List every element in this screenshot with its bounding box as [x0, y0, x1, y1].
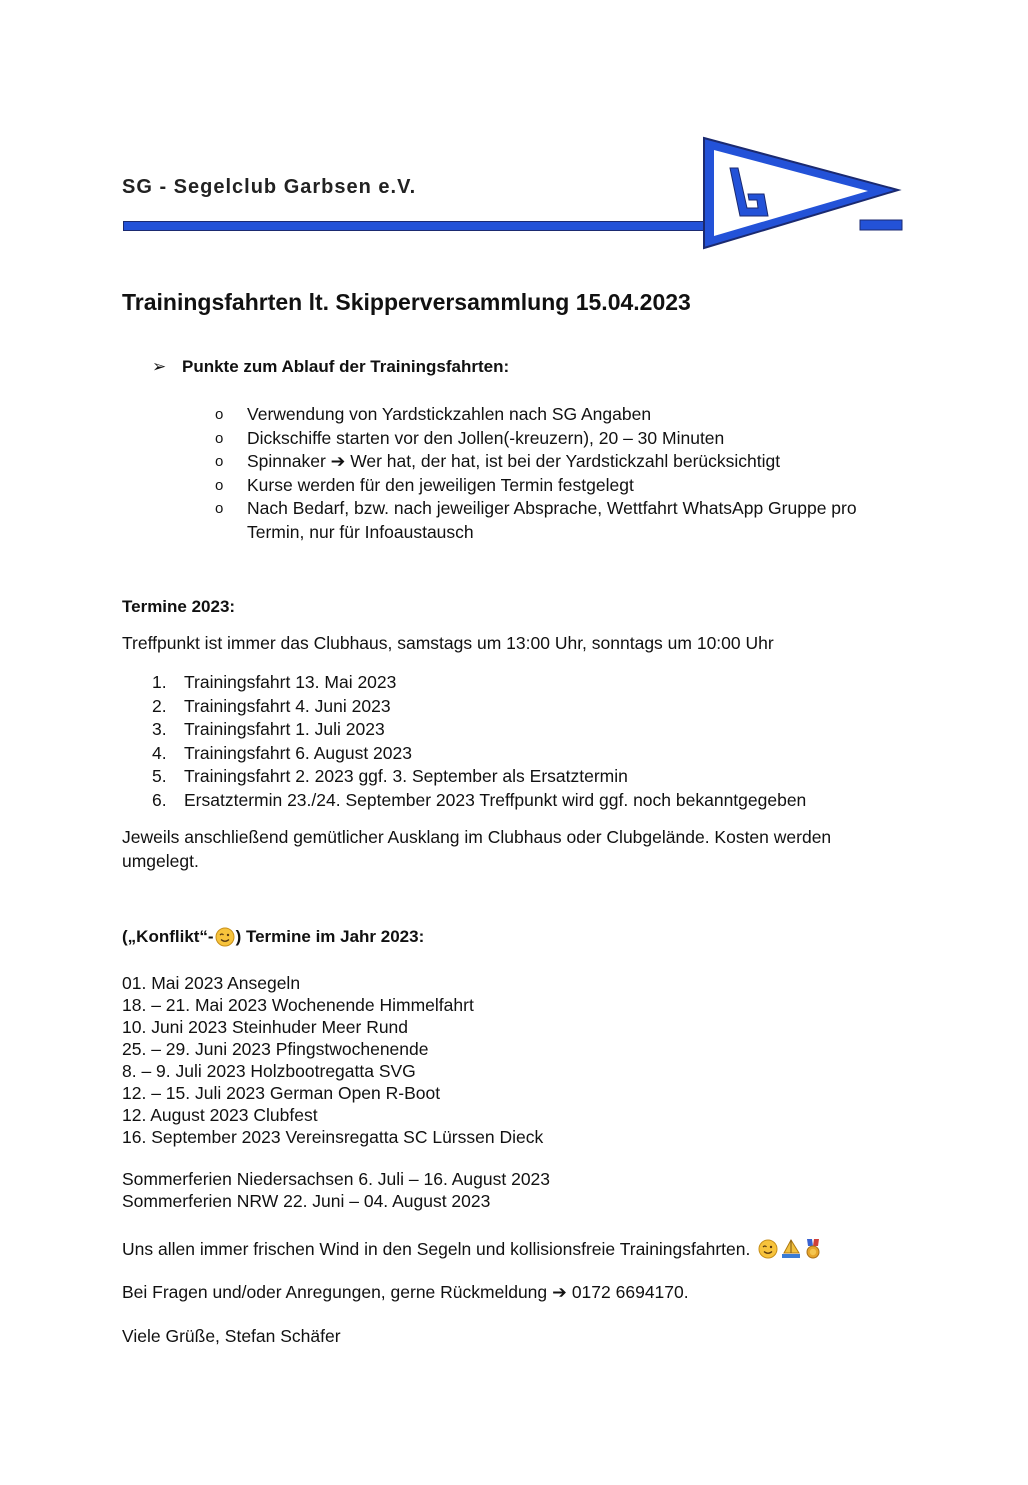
list-item: 16. September 2023 Vereinsregatta SC Lürssen Dieck [122, 1127, 544, 1147]
contact-text: Bei Fragen und/oder Anregungen, gerne Rückmeldung ➔ 0172 6694170. [122, 1282, 689, 1302]
club-name: SG - Segelclub Garbsen e.V. [122, 176, 417, 198]
list-item: o Spinnaker ➔ Wer hat, der hat, ist bei der Yardstickzahl berücksichtigt [215, 450, 915, 474]
list-item: 18. – 21. Mai 2023 Wochenende Himmelfahrt [122, 995, 474, 1015]
list-item: 3. Trainingsfahrt 1. Juli 2023 [152, 719, 385, 739]
list-item: 10. Juni 2023 Steinhuder Meer Rund [122, 1017, 409, 1037]
list-item: Sommerferien Niedersachsen 6. Juli – 16. August 2023 [122, 1169, 551, 1189]
list-item: 25. – 29. Juni 2023 Pfingstwochenende [122, 1039, 429, 1059]
arrow-bullet-icon: ➢ [152, 357, 167, 376]
circle-bullet-icon: o [215, 453, 224, 470]
section-heading-text: Punkte zum Ablauf der Trainingsfahrten: [182, 357, 510, 376]
circle-bullet-icon: o [215, 500, 224, 517]
section-heading-ablauf [152, 357, 509, 377]
header-rule [123, 221, 709, 231]
header-rule-end [860, 220, 902, 230]
club-pennant-logo [700, 134, 905, 252]
konflikt-heading: („Konflikt“- ) Termine im Jahr 2023: [122, 927, 425, 946]
termine-closing-text: Jeweils anschließend gemütlicher Ausklang im Clubhaus oder Clubgelände. Kosten werden umgelegt. [122, 827, 832, 871]
wish-text: Uns allen immer frischen Wind in den Segeln und kollisionsfreie Trainingsfahrten. [122, 1238, 822, 1260]
wink-emoji-icon [215, 927, 235, 947]
greeting-text: Viele Grüße, Stefan Schäfer [122, 1326, 341, 1346]
list-item: o Nach Bedarf, bzw. nach jeweiliger Absprache, Wettfahrt WhatsApp Gruppe pro Termin, nur für Infoaustausch [215, 497, 915, 544]
treffpunkt-text: Treffpunkt ist immer das Clubhaus, samstags um 13:00 Uhr, sonntags um 10:00 Uhr [122, 633, 774, 653]
list-item: 4. Trainingsfahrt 6. August 2023 [152, 742, 412, 763]
ablauf-list [215, 403, 915, 544]
list-item: 1. Trainingsfahrt 13. Mai 2023 [152, 672, 397, 692]
list-item: o Verwendung von Yardstickzahlen nach SG Angaben [215, 403, 915, 427]
sailboat-emoji-icon [780, 1239, 802, 1259]
wink-emoji-icon [758, 1239, 778, 1259]
list-item: 12. – 15. Juli 2023 German Open R-Boot [122, 1083, 441, 1103]
list-item: 01. Mai 2023 Ansegeln [122, 973, 301, 993]
list-item: 6. Ersatztermin 23./24. September 2023 Treffpunkt wird ggf. noch bekanntgegeben [152, 789, 807, 810]
list-item: o Dickschiffe starten vor den Jollen(-kreuzern), 20 – 30 Minuten [215, 427, 915, 451]
circle-bullet-icon: o [215, 476, 224, 494]
document-title: Trainingsfahrten lt. Skipperversammlung 15.04.2023 [122, 289, 691, 315]
circle-bullet-icon: o [215, 406, 224, 423]
list-item: o Kurse werden für den jeweiligen Termin festgelegt [215, 474, 915, 498]
list-item: 12. August 2023 Clubfest [122, 1105, 318, 1125]
list-item: 5. Trainingsfahrt 2. 2023 ggf. 3. September als Ersatztermin [152, 766, 628, 786]
ferien-list [122, 1168, 550, 1212]
list-item: Sommerferien NRW 22. Juni – 04. August 2023 [122, 1191, 491, 1211]
medal-emoji-icon [804, 1238, 822, 1260]
list-item: 8. – 9. Juli 2023 Holzbootregatta SVG [122, 1061, 416, 1081]
arrow-right-icon: ➔ [552, 1282, 567, 1302]
termine-heading: Termine 2023: [122, 597, 236, 616]
list-item: 2. Trainingsfahrt 4. Juni 2023 [152, 695, 391, 716]
konflikt-list [122, 972, 543, 1148]
phone-number: 0172 6694170. [571, 1282, 689, 1302]
termine-list [152, 671, 806, 812]
circle-bullet-icon: o [215, 429, 224, 447]
